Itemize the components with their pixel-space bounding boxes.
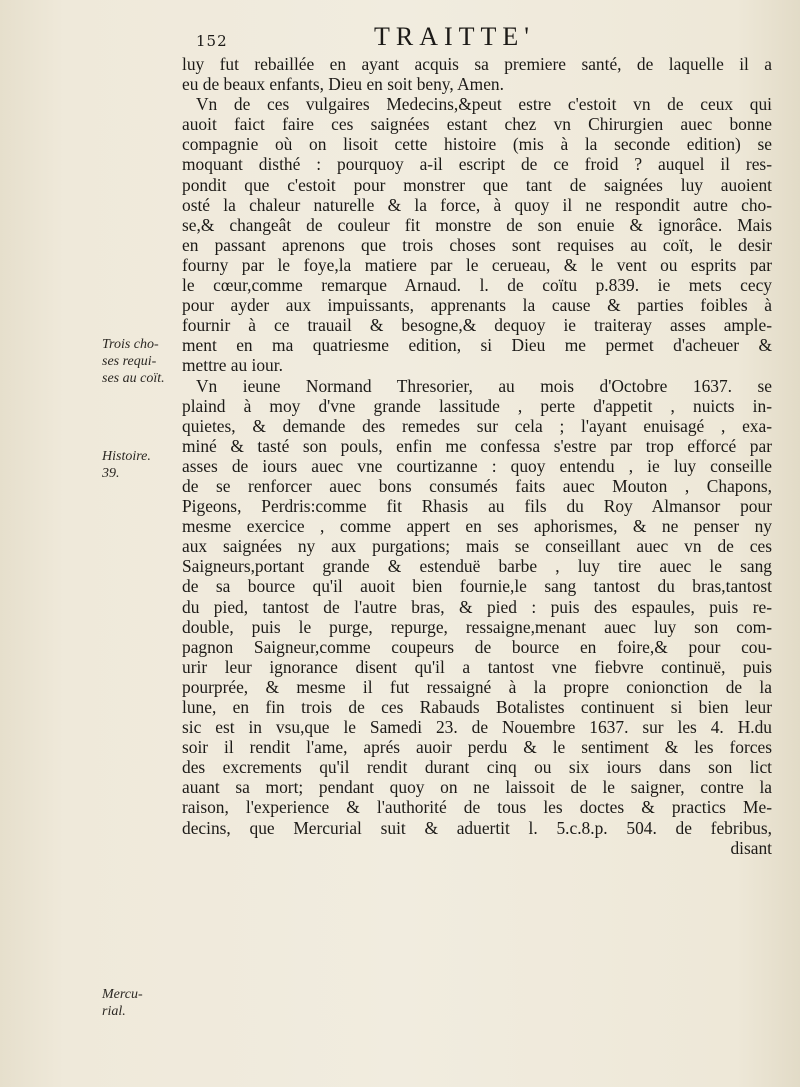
text-line: eu de beaux enfants, Dieu en soit beny, Amen. [182, 74, 504, 95]
text-line: fournir à ce trauail & besogne,& dequoy ie traiteray asses ample- [182, 315, 772, 336]
text-line: auant sa mort; pendant quoy on ne laissoit de le saigner, contre la [182, 777, 772, 798]
text-line: Pigeons, Perdris:comme fit Rhasis au fils du Roy Almansor pour [182, 496, 772, 517]
text-line: soir il rendit l'ame, aprés auoir perdu & le sentiment & les forces [182, 737, 772, 758]
text-line: decins, que Mercurial suit & aduertit l. 5.c.8.p. 504. de febribus, [182, 817, 772, 838]
text-line: se,& changeât de couleur fit monstre de son enuie & ignorâce. Mais [182, 214, 772, 235]
text-line: plaind à moy d'vne grande lassitude , perte d'appetit , nuicts in- [182, 395, 772, 416]
body-text [182, 54, 772, 858]
text-line: disant [730, 837, 772, 858]
text-line: du pied, tantost de l'autre bras, & pied : puis des espaules, puis re- [182, 596, 772, 617]
margin-note-line: Trois cho- [102, 337, 159, 352]
text-line: quietes, & demande des remedes sur cela ; l'ayant enuisagé , exa- [182, 415, 772, 436]
text-line: pourprée, & mesme il fut ressaigné à la propre conionction de la [182, 676, 772, 697]
margin-note-line: ses requi- [102, 354, 157, 369]
text-line: en passant aprenons que trois choses sont requises au coït, le desir [182, 234, 772, 255]
text-line: Vn ieune Normand Thresorier, au mois d'Octobre 1637. se [196, 375, 772, 396]
margin-note-line: Histoire. [102, 449, 151, 464]
text-line: de sa bource qu'il auoit bien fournie,le sang tantost du bras,tantost [182, 576, 772, 597]
page-number: 152 [196, 32, 228, 50]
text-line: asses de iours auec vne courtizanne : quoy entendu , ie luy conseille [182, 455, 772, 476]
text-line: mesme exercice , comme appert en ses aphorismes, & ne penser ny [182, 516, 772, 537]
text-line: double, puis le purge, repurge, ressaigne,menant auec luy son com- [182, 616, 772, 637]
text-line: auoit faict faire ces saignées estant chez vn Chirurgien auec bonne [182, 114, 772, 135]
text-line: de se renforcer auec bons consumés faits auec Mouton , Chapons, [182, 475, 772, 496]
text-line: luy fut rebaillée en ayant acquis sa premiere santé, de laquelle il a [182, 54, 772, 74]
text-line: Vn de ces vulgaires Medecins,&peut estre c'estoit vn de ceux qui [196, 94, 772, 115]
text-line: lune, en fin trois de ces Rabauds Botalistes continuent si bien leur [182, 697, 772, 717]
margin-note-line: ses au coït. [102, 371, 165, 386]
margin-note-line: rial. [102, 1004, 126, 1019]
margin-note-line: 39. [102, 466, 120, 481]
text-line: fourny par le foye,la matiere par le cerueau, & le vent ou esprits par [182, 254, 772, 275]
text-line: miné & tasté son pouls, enfin me confessa s'estre par trop efforcé par [182, 435, 772, 456]
text-line: ment en ma quatriesme edition, si Dieu me permet d'acheuer & [182, 335, 772, 356]
text-line: aux saignées ny aux purgations; mais se conseillant auec vn de ces [182, 536, 772, 557]
running-title: TRAITTE' [374, 22, 535, 51]
text-line: raison, l'experience & l'authorité de tous les doctes & practics Me- [182, 797, 772, 818]
page-header [160, 22, 780, 52]
text-line: sic est in vsu,que le Samedi 23. de Nouembre 1637. sur les 4. H.du [182, 717, 772, 738]
text-line: le cœur,comme remarque Arnaud. l. de coïtu p.839. ie mets cecy [182, 275, 772, 296]
margin-note-trois-choses [102, 336, 174, 387]
text-line: moquant disthé : pourquoy a-il escript de ce froid ? auquel il res- [182, 154, 772, 175]
text-line: compagnie où on lisoit cette histoire (mis à la seconde edition) se [182, 134, 772, 155]
text-line: des excrements qu'il rendit durant cinq ou six iours dans son lict [182, 757, 772, 778]
text-line: mettre au iour. [182, 355, 283, 376]
text-line: urir leur ignorance disent qu'il a tantost vne fiebvre continuë, puis [182, 656, 772, 677]
text-line: pondit que c'estoit pour monstrer que tant de saignées luy auoient [182, 174, 772, 195]
text-line: pour ayder aux impuissants, apprenants la cause & parties foibles à [182, 295, 772, 316]
margin-note-histoire [102, 448, 174, 482]
margin-note-line: Mercu- [102, 987, 143, 1002]
text-line: Saigneurs,portant grande & estenduë barbe , luy tire auec le sang [182, 556, 772, 577]
margin-note-mercurial [102, 986, 174, 1020]
text-line: osté la chaleur naturelle & la force, à quoy il ne respondit autre cho- [182, 194, 772, 215]
text-line: pagnon Saigneur,comme coupeurs de bource en foire,& pour cou- [182, 636, 772, 657]
